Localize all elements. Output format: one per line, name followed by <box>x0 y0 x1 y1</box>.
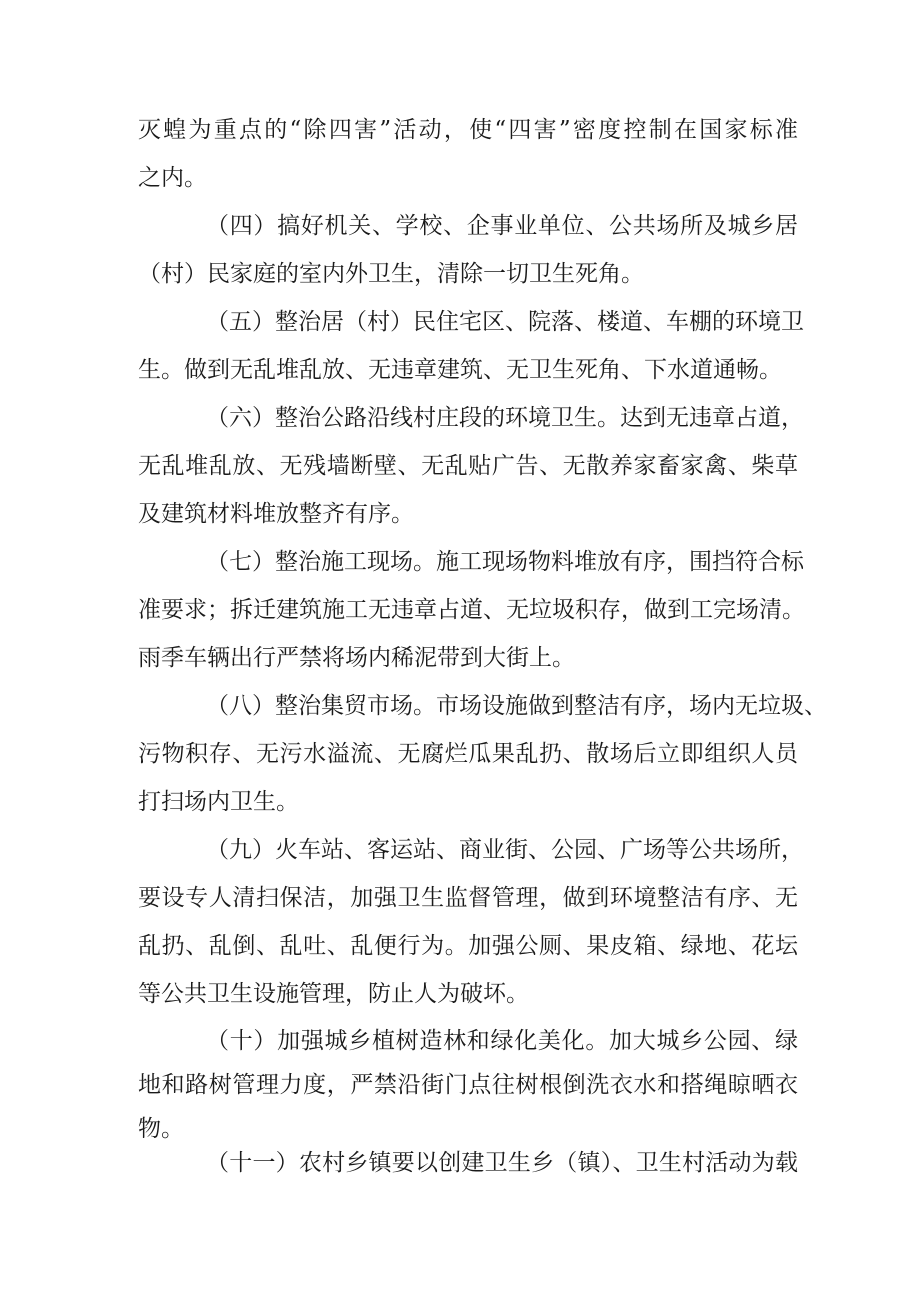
text-line: 准要求；拆迁建筑施工无违章占道、无垃圾积存，做到工完场清。 <box>138 597 805 623</box>
text-line: 等公共卫生设施管理，防止人为破坏。 <box>138 981 529 1007</box>
paragraph-9 <box>138 1139 798 1187</box>
text-line: 打扫场内卫生。 <box>138 789 299 815</box>
text-line: 物。 <box>138 1116 184 1142</box>
text-line: （八）整治集贸市场。市场设施做到整洁有序，场内无垃圾、 <box>206 693 827 719</box>
text-line: （九）火车站、客运站、商业街、公园、广场等公共场所， <box>206 837 804 863</box>
paragraph-2 <box>138 202 798 298</box>
paragraph-5 <box>138 538 805 682</box>
text-line: 及建筑材料堆放整齐有序。 <box>138 501 414 527</box>
text-line: 污物积存、无污水溢流、无腐烂瓜果乱扔、散场后立即组织人员 <box>138 741 798 767</box>
text-line: （四）搞好机关、学校、企事业单位、公共场所及城乡居 <box>206 213 798 239</box>
paragraph-3 <box>138 298 804 394</box>
text-line: 生。做到无乱堆乱放、无违章建筑、无卫生死角、下水道通畅。 <box>138 357 782 383</box>
text-line: 乱扔、乱倒、乱吐、乱便行为。加强公厕、果皮箱、绿地、花坛 <box>138 933 798 959</box>
paragraph-8 <box>138 1019 798 1151</box>
text-line: 地和路树管理力度，严禁沿街门点往树根倒洗衣水和搭绳晾晒衣 <box>138 1072 798 1098</box>
text-line: （六）整治公路沿线村庄段的环境卫生。达到无违章占道， <box>206 405 804 431</box>
text-line: （五）整治居（村）民住宅区、院落、楼道、车棚的环境卫 <box>206 309 804 335</box>
paragraph-6 <box>138 682 827 826</box>
text-line: 之内。 <box>138 165 207 191</box>
text-line: （村）民家庭的室内外卫生，清除一切卫生死角。 <box>138 261 644 287</box>
text-line: 雨季车辆出行严禁将场内稀泥带到大街上。 <box>138 645 575 671</box>
text-line: （十一）农村乡镇要以创建卫生乡（镇）、卫生村活动为载 <box>206 1150 798 1176</box>
paragraph-4 <box>138 394 804 538</box>
text-line: （七）整治施工现场。施工现场物料堆放有序，围挡符合标 <box>206 549 804 575</box>
text-line: 灭蝗为重点的“除四害”活动，使“四害”密度控制在国家标准 <box>138 117 798 143</box>
paragraph-7 <box>138 826 804 1018</box>
text-line: 无乱堆乱放、无残墙断壁、无乱贴广告、无散养家畜家禽、柴草 <box>138 453 798 479</box>
text-line: 要设专人清扫保洁，加强卫生监督管理，做到环境整洁有序、无 <box>138 885 798 911</box>
text-line: （十）加强城乡植树造林和绿化美化。加大城乡公园、绿 <box>206 1028 798 1054</box>
paragraph-1 <box>138 106 798 202</box>
